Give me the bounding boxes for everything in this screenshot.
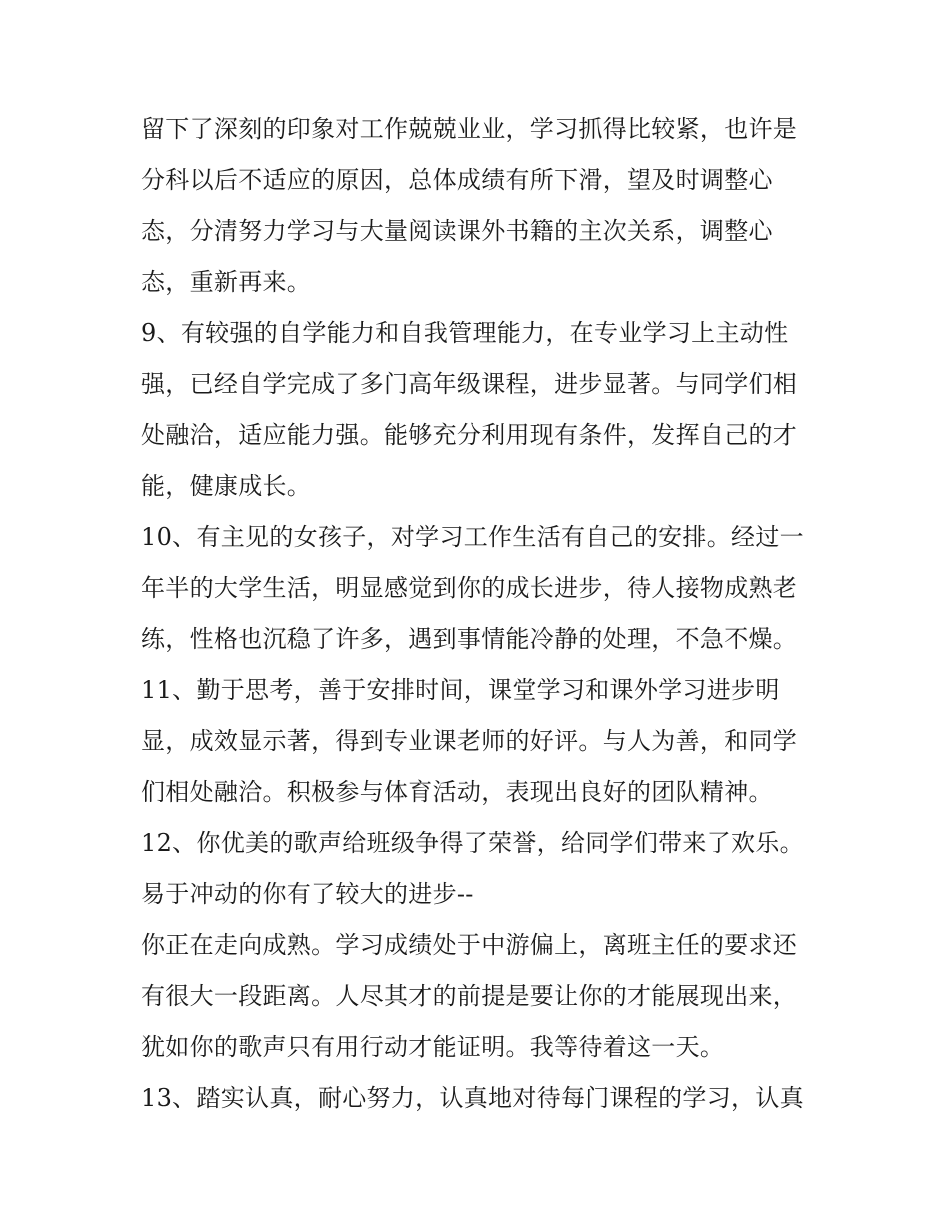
text-line: 年半的大学生活，明显感觉到你的成长进步，待人接物成熟老	[141, 574, 798, 602]
text-line: 分科以后不适应的原因，总体成绩有所下滑，望及时调整心	[141, 166, 773, 194]
text-line: 处融洽，适应能力强。能够充分利用现有条件，发挥自己的才	[141, 421, 798, 449]
text-line: 你正在走向成熟。学习成绩处于中游偏上，离班主任的要求还	[141, 931, 798, 959]
text-line: 9、有较强的自学能力和自我管理能力，在专业学习上主动性	[141, 319, 789, 347]
text-line: 13、踏实认真，耐心努力，认真地对待每门课程的学习，认真	[141, 1084, 804, 1112]
text-line: 能，健康成长。	[141, 472, 312, 500]
text-line: 12、你优美的歌声给班级争得了荣誉，给同学们带来了欢乐。	[141, 829, 804, 857]
text-line: 态，重新再来。	[141, 268, 312, 296]
text-line: 留下了深刻的印象对工作兢兢业业，学习抓得比较紧，也许是	[141, 115, 798, 143]
text-line: 练，性格也沉稳了许多，遇到事情能冷静的处理，不急不燥。	[141, 625, 798, 653]
text-line: 10、有主见的女孩子，对学习工作生活有自己的安排。经过一	[141, 523, 804, 551]
text-line: 易于冲动的你有了较大的进步--	[141, 880, 474, 908]
text-line: 态，分清努力学习与大量阅读课外书籍的主次关系，调整心	[141, 217, 773, 245]
text-line: 强，已经自学完成了多门高年级课程，进步显著。与同学们相	[141, 370, 798, 398]
text-line: 11、勤于思考，善于安排时间，课堂学习和课外学习进步明	[141, 676, 780, 704]
text-line: 们相处融洽。积极参与体育活动，表现出良好的团队精神。	[141, 778, 773, 806]
body-text	[141, 104, 816, 1124]
text-line: 犹如你的歌声只有用行动才能证明。我等待着这一天。	[141, 1033, 725, 1061]
text-line: 有很大一段距离。人尽其才的前提是要让你的才能展现出来，	[141, 982, 798, 1010]
text-line: 显，成效显示著，得到专业课老师的好评。与人为善，和同学	[141, 727, 798, 755]
